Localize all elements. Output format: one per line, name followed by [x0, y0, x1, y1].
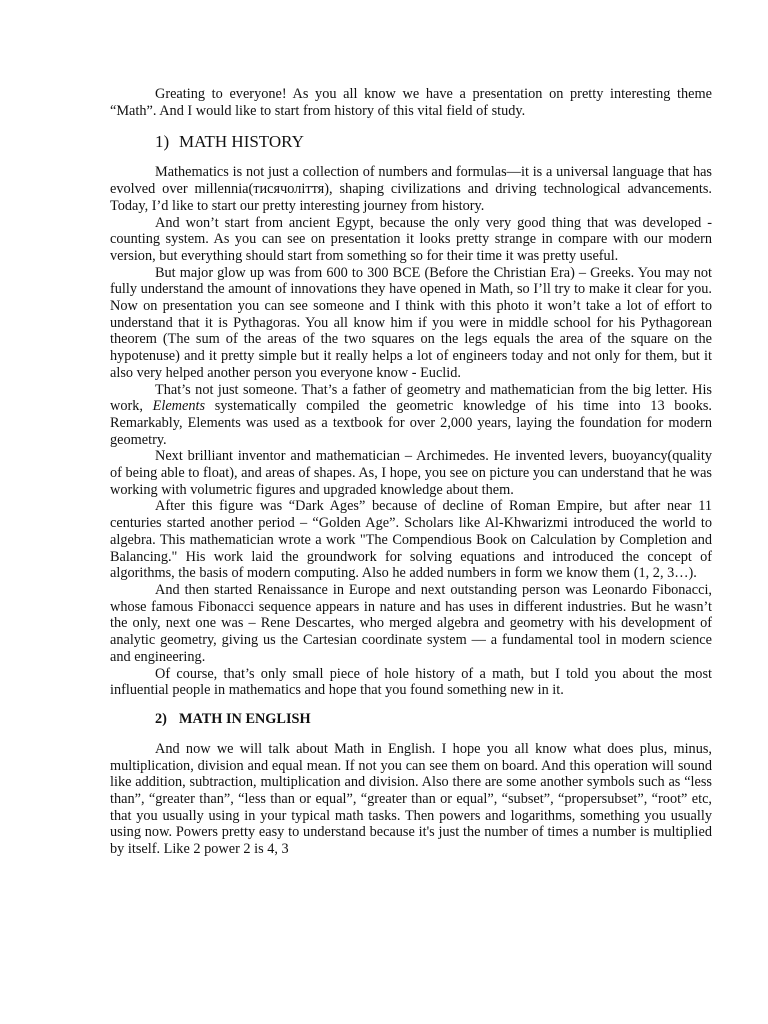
- intro-paragraph: Greating to everyone! As you all know we have a presentation on pretty interesting theme “Math”. And I would like to start from history of this vital field of study.: [110, 86, 712, 119]
- section-heading-math-history: [110, 132, 712, 152]
- paragraph: And won’t start from ancient Egypt, because the only very good thing that was developed - counting system. As you can see on presentation it looks pretty strange in compare with our modern version, but everything should start from something so for their time it was pretty useful.: [110, 214, 712, 264]
- paragraph: [110, 382, 712, 449]
- section-heading-math-in-english: [110, 711, 712, 728]
- paragraph-text: systematically compiled the geometric knowledge of his time into 13 books. Remarkably, Elements was used as a textbook for over 2,000 years, laying the foundation for modern geometry.: [110, 398, 712, 448]
- paragraph: Mathematics is not just a collection of numbers and formulas—it is a universal language that has evolved over millennia(тисячоліття), shaping civilizations and driving technological advancements. Today, I’d like to start our pretty interesting journey from history.: [110, 164, 712, 214]
- section-title: MATH HISTORY: [179, 132, 304, 152]
- paragraph: And now we will talk about Math in English. I hope you all know what does plus, minus, multiplication, division and equal mean. If not you can see them on board. And this operation will sound like addition, subtraction, multiplication and division. Also there are some another symbols such as “less than”, “greater than”, “less than or equal”, “greater than or equal”, “subset”, “propersubset”, “root” etc, that you usually using in your typical math tasks. Then powers and logarithms, something you usually using now. Powers pretty easy to understand because it's just the number of times a number is multiplied by itself. Like 2 power 2 is 4, 3: [110, 740, 712, 858]
- paragraph: And then started Renaissance in Europe and next outstanding person was Leonardo Fibonacci, whose famous Fibonacci sequence appears in nature and has uses in different industries. But he wasn’t the only, next one was – Rene Descartes, who merged algebra and geometry with his development of analytic geometry, giving us the Cartesian coordinate system — a fundamental tool in modern science and engineering.: [110, 581, 712, 665]
- section-title: MATH IN ENGLISH: [179, 710, 311, 727]
- paragraph: But major glow up was from 600 to 300 BCE (Before the Christian Era) – Greeks. You may not fully understand the amount of innovations they have opened in Math, so I’ll try to make it clear for you. Now on presentation you can see someone and I think with this photo it won’t take a lot of effort to understand that it is Pythagoras. You all know him if you were in middle school for his Pythagorean theorem (The sum of the areas of the two squares on the legs equals the area of the square on the hypotenuse) and it pretty simple but it really helps a lot of engineers today and not only for them, but it also very helped another person you everyone know - Euclid.: [110, 264, 712, 381]
- section-number: 1): [155, 132, 170, 152]
- document-page: [110, 86, 712, 858]
- section-number: 2): [155, 710, 167, 727]
- paragraph-text: That’s not just someone. That’s a father of geometry and mathematician from the big letter. His work,: [110, 381, 712, 415]
- paragraph: Of course, that’s only small piece of hole history of a math, but I told you about the most influential people in mathematics and hope that you found something new in it.: [110, 665, 712, 699]
- paragraph: Next brilliant inventor and mathematician – Archimedes. He invented levers, buoyancy(quality of being able to float), and areas of shapes. As, I hope, you see on picture you can understand that he was working with volumetric figures and upgraded knowledge about them.: [110, 448, 712, 498]
- paragraph: After this figure was “Dark Ages” because of decline of Roman Empire, but after near 11 centuries started another period – “Golden Age”. Scholars like Al-Khwarizmi introduced the world to algebra. This mathematician wrote a work "The Compendious Book on Calculation by Completion and Balancing." His work laid the groundwork for solving equations and introduced the concept of algorithms, the basis of modern computing. Also he added numbers in form we know them (1, 2, 3…).: [110, 498, 712, 582]
- book-title-elements: Elements: [152, 398, 206, 415]
